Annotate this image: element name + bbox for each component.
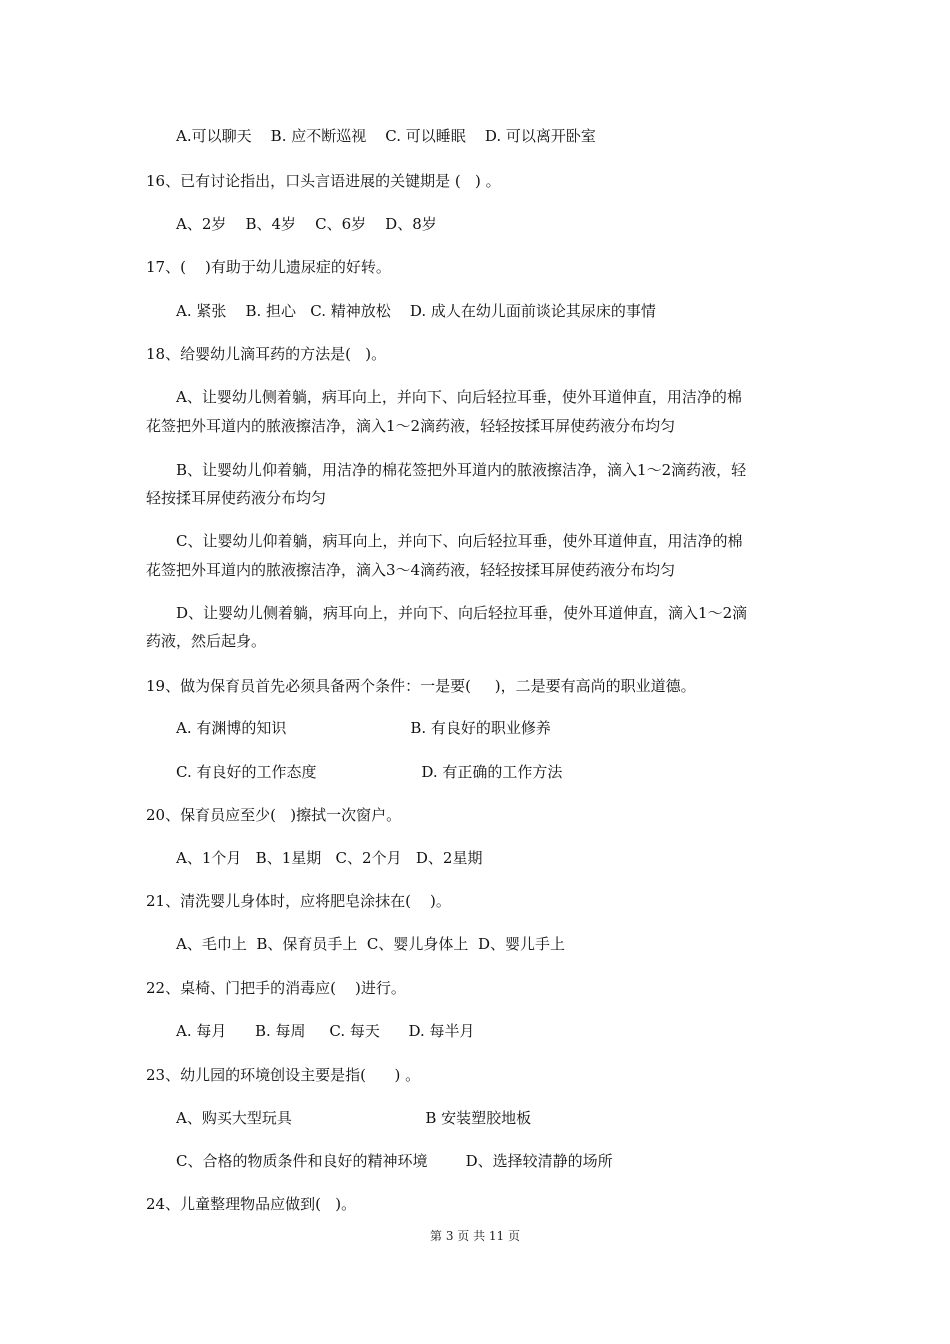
option-text: A.可以聊天 B. 应不断巡视 C. 可以睡眠 D. 可以离开卧室 [176,127,596,145]
question-text: 20、保育员应至少( )擦拭一次窗户。 [146,806,402,824]
question-text: 23、幼儿园的环境创设主要是指( ) 。 [146,1066,421,1084]
option-text: B、让婴幼儿仰着躺，用洁净的棉花签把外耳道内的脓液擦洁净，滴入1～2滴药液，轻 [176,461,747,479]
option-text: C、让婴幼儿仰着躺，病耳向上，并向下、向后轻拉耳垂，使外耳道伸直，用洁净的棉 [176,532,743,550]
option-text: D、让婴幼儿侧着躺，病耳向上，并向下、向后轻拉耳垂，使外耳道伸直，滴入1～2滴 [176,604,748,622]
option-text: A、1个月 B、1星期 C、2个月 D、2星期 [176,849,483,867]
question-text: 18、给婴幼儿滴耳药的方法是( )。 [146,345,387,363]
option-continuation: 轻按揉耳屏使药液分布均匀 [146,489,327,507]
option-text: A、2岁 B、4岁 C、6岁 D、8岁 [176,215,437,233]
option-continuation: 花签把外耳道内的脓液擦洁净，滴入1～2滴药液，轻轻按揉耳屏使药液分布均匀 [146,417,676,435]
question-text: 22、桌椅、门把手的消毒应( )进行。 [146,979,406,997]
option-text: C. 有良好的工作态度 D. 有正确的工作方法 [176,763,563,781]
option-text: A. 有渊博的知识 B. 有良好的职业修养 [176,719,551,737]
question-text: 17、( )有助于幼儿遗尿症的好转。 [146,258,391,276]
question-text: 24、儿童整理物品应做到( )。 [146,1195,357,1213]
option-continuation: 花签把外耳道内的脓液擦洁净，滴入3～4滴药液，轻轻按揉耳屏使药液分布均匀 [146,561,676,579]
question-text: 21、清洗婴儿身体时，应将肥皂涂抹在( )。 [146,892,451,910]
question-text: 19、做为保育员首先必须具备两个条件：一是要( )，二是要有高尚的职业道德。 [146,677,696,695]
option-text: A、购买大型玩具 B 安装塑胶地板 [176,1109,532,1127]
question-text: 16、已有讨论指出，口头言语进展的关键期是 ( ) 。 [146,172,501,190]
option-continuation: 药液，然后起身。 [146,632,267,650]
option-text: C、合格的物质条件和良好的精神环境 D、选择较清静的场所 [176,1152,613,1170]
option-text: A、让婴幼儿侧着躺，病耳向上，并向下、向后轻拉耳垂，使外耳道伸直，用洁净的棉 [176,388,742,406]
page-footer: 第 3 页 共 11 页 [430,1229,520,1243]
option-text: A. 紧张 B. 担心 C. 精神放松 D. 成人在幼儿面前谈论其尿床的事情 [176,302,656,320]
option-text: A. 每月 B. 每周 C. 每天 D. 每半月 [176,1022,475,1040]
option-text: A、毛巾上 B、保育员手上 C、婴儿身体上 D、婴儿手上 [176,935,565,953]
